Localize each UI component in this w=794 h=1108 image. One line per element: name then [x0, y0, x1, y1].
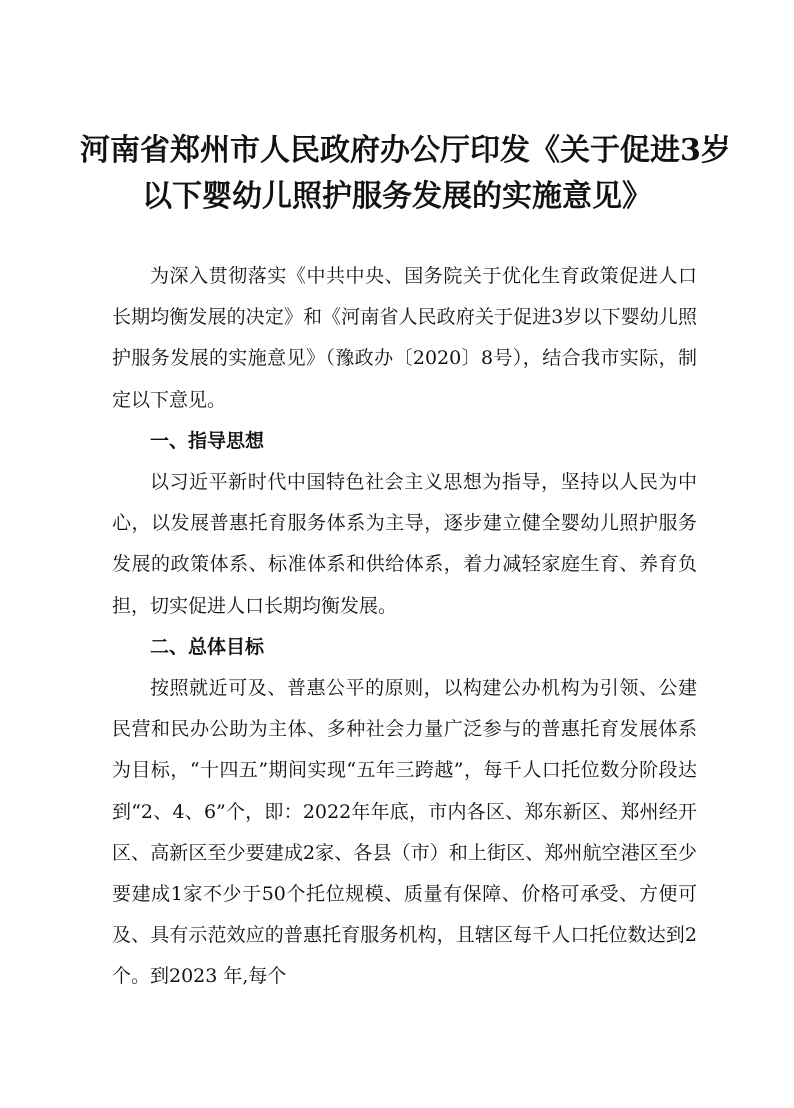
title-line-1: 河南省郑州市人民政府办公厅印发《关于促进3岁 — [80, 133, 731, 168]
section-heading-overall-goals: 二、总体目标 — [150, 635, 265, 658]
document-body — [112, 256, 697, 998]
intro-paragraph: 为深入贯彻落实《中共中央、国务院关于优化生育政策促进人口长期均衡发展的决定》和《河南省人民政府关于促进3岁以下婴幼儿照护服务发展的实施意见》（豫政办〔2020〕8号），结合我市实际，制定以下意见。 — [112, 265, 697, 411]
section-paragraph-guiding-ideology: 以习近平新时代中国特色社会主义思想为指导，坚持以人民为中心，以发展普惠托育服务体系为主导，逐步建立健全婴幼儿照护服务发展的政策体系、标准体系和供给体系，着力减轻家庭生育、养育负担，切实促进人口长期均衡发展。 — [112, 471, 697, 617]
title-line-2: 以下婴幼儿照护服务发展的实施意见》 — [142, 179, 652, 214]
document-title — [80, 128, 731, 220]
section-heading-guiding-ideology: 一、指导思想 — [150, 429, 265, 452]
section-paragraph-overall-goals: 按照就近可及、普惠公平的原则，以构建公办机构为引领、公建民营和民办公助为主体、多种社会力量广泛参与的普惠托育发展体系为目标，“十四五”期间实现“五年三跨越”，每千人口托位数分阶段达到“2、4、6”个，即：2022年年底，市内各区、郑东新区、郑州经开区、高新区至少要建成2家、各县（市）和上街区、郑州航空港区至少要建成1家不少于50个托位规模、质量有保障、价格可承受、方便可及、具有示范效应的普惠托育服务机构，且辖区每千人口托位数达到2个。到2023 年,每个 — [112, 677, 697, 988]
